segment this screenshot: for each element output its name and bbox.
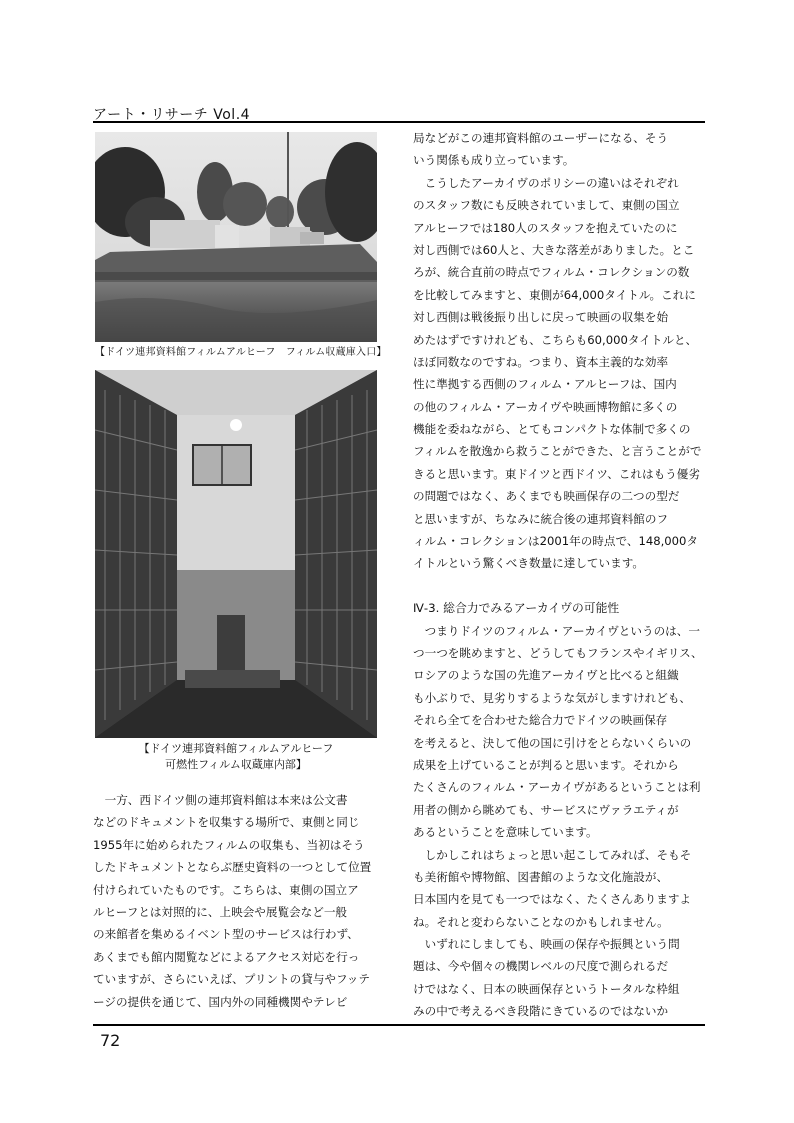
body-line: あるということを意味しています。	[413, 825, 598, 840]
body-line: などのドキュメントを収集する場所で、東側と同じ	[93, 815, 360, 830]
body-line: フィルムを散逸から救うことができた、と言うことがで	[413, 444, 702, 459]
body-line: いずれにしましても、映画の保存や振興という問	[413, 937, 680, 952]
archive-entrance-photo	[95, 132, 377, 342]
body-line: つ一つを眺めますと、どうしてもフランスやイギリス、	[413, 645, 703, 660]
body-line: けではなく、日本の映画保存というトータルな枠組	[413, 981, 680, 996]
right-column-text	[413, 127, 705, 1023]
page-number: 72	[100, 1031, 121, 1050]
body-line: 機能を委ねながら、とてもコンパクトな体制で多くの	[413, 422, 691, 437]
body-line: めたはずですけれども、こちらも60,000タイトルと、	[413, 332, 698, 347]
body-line: イトルという驚くべき数量に達しています。	[413, 556, 644, 571]
photo-2-caption-line-2: 可燃性フィルム収蔵庫内部】	[165, 758, 307, 771]
body-line: ィルム・コレクションは2001年の時点で、148,000タ	[413, 534, 698, 549]
body-line: 用者の側から眺めても、サービスにヴァラエティが	[413, 802, 679, 817]
left-column-text	[93, 789, 379, 1013]
body-line: 性に準拠する西側のフィルム・アルヒーフは、国内	[413, 377, 677, 392]
film-vault-interior-photo	[95, 370, 377, 738]
body-line: 一方、西ドイツ側の連邦資料館は本来は公文書	[93, 793, 348, 807]
body-line: 1955年に始められたフィルムの収集も、当初はそう	[93, 837, 365, 852]
body-line: を考えると、決して他の国に引けをとらないくらいの	[413, 735, 692, 750]
paragraph-spacer	[413, 575, 705, 597]
body-line: しかしこれはちょっと思い起こしてみれば、そもそ	[413, 847, 692, 862]
running-header: アート・リサーチ Vol.4	[93, 107, 251, 123]
body-line: こうしたアーカイヴのポリシーの違いはそれぞれ	[413, 175, 679, 190]
body-line: と思いますが、ちなみに統合後の連邦資料館のフ	[413, 511, 669, 526]
footer-rule	[93, 1024, 705, 1026]
body-line: ろが、統合直前の時点でフィルム・コレクションの数	[413, 265, 690, 280]
body-line: の来館者を集めるイベント型のサービスは行わず、	[93, 927, 359, 942]
section-heading: Ⅳ-3. 総合力でみるアーカイヴの可能性	[413, 601, 620, 616]
body-line: アルヒーフでは180人のスタッフを抱えていたのに	[413, 220, 678, 235]
body-line: 成果を上げていることが判ると思います。それから	[413, 757, 679, 772]
body-line: の他のフィルム・アーカイヴや映画博物館に多くの	[413, 399, 678, 414]
body-line: ロシアのような国の先進アーカイヴと比べると組織	[413, 668, 679, 683]
body-line: 対し西側では60人と、大きな落差がありました。とこ	[413, 242, 695, 257]
body-line: たくさんのフィルム・アーカイヴがあるということは利	[413, 780, 701, 795]
body-line: も美術館や博物館、図書館のような文化施設が、	[413, 869, 669, 884]
photo-2-caption-line-1: 【ドイツ連邦資料館フィルムアルヒーフ	[138, 742, 334, 755]
body-line: ージの提供を通じて、国内外の同種機関やテレビ	[93, 994, 348, 1009]
body-line: 付けられていたものです。こちらは、東側の国立ア	[93, 882, 359, 897]
body-line: 日本国内を見ても一つではなく、たくさんありますよ	[413, 892, 692, 907]
body-line: ていますが、さらにいえば、プリントの貸与やフッテ	[93, 972, 370, 987]
body-line: それら全てを合わせた総合力でドイツの映画保存	[413, 713, 668, 728]
body-line: きると思います。東ドイツと西ドイツ、これはもう優劣	[413, 466, 700, 481]
body-line: ルヒーフとは対照的に、上映会や展覧会など一般	[93, 904, 348, 919]
header-rule	[93, 121, 705, 123]
body-line: みの中で考えるべき段階にきているのではないか	[413, 1004, 669, 1019]
photo-2-caption	[95, 741, 377, 773]
body-line: つまりドイツのフィルム・アーカイヴというのは、一	[413, 623, 700, 638]
body-line: ほぼ同数なのですね。つまり、資本主義的な効率	[413, 354, 669, 369]
body-line: の問題ではなく、あくまでも映画保存の二つの型だ	[413, 489, 680, 504]
body-line: も小ぶりで、見劣りするような気がしますけれども、	[413, 690, 692, 705]
body-line: あくまでも館内閲覧などによるアクセス対応を行っ	[93, 949, 360, 964]
body-line: 題は、今や個々の機関レベルの尺度で測られるだ	[413, 959, 669, 974]
body-line: 対し西側は戦後振り出しに戻って映画の収集を始	[413, 310, 669, 325]
body-line: を比較してみますと、東側が64,000タイトル。これに	[413, 287, 696, 302]
photo-1-caption: 【ドイツ連邦資料館フィルムアルヒーフ フィルム収蔵庫入口】	[95, 347, 387, 358]
body-line: ね。それと変わらないことなのかもしれません。	[413, 914, 669, 929]
body-line: のスタッフ数にも反映されていまして、東側の国立	[413, 198, 680, 213]
body-line: したドキュメントとならぶ歴史資料の一つとして位置	[93, 860, 372, 875]
body-line: いう関係も成り立っています。	[413, 153, 575, 168]
body-line: 局などがこの連邦資料館のユーザーになる、そう	[413, 131, 669, 145]
